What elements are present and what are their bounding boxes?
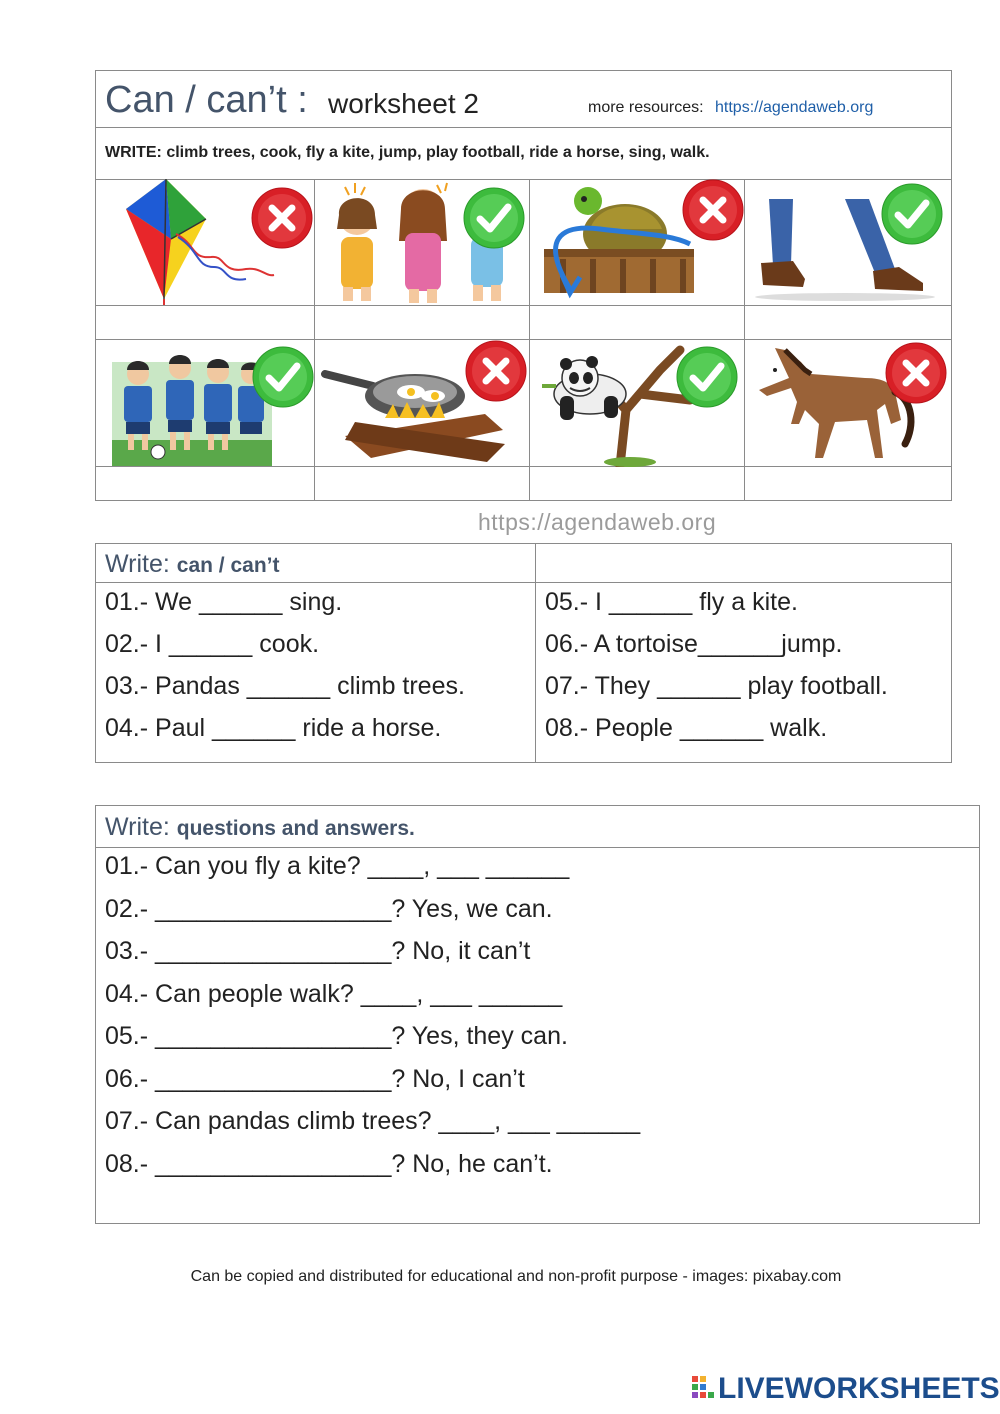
answer-box-4[interactable] [745,306,952,340]
resources-label: more resources: [588,99,704,116]
exercise-header [96,544,951,583]
questions-answers-exercise [95,805,980,1224]
cross-icon [885,342,947,404]
answer-box-6[interactable] [315,467,530,501]
exercise-line: 01.- Can you fly a kite? ____, ___ ______ [105,852,570,880]
picture-table [95,70,952,501]
write-bold: questions and answers. [176,817,415,840]
picture-cell-4 [745,179,952,306]
answer-box-8[interactable] [745,467,952,501]
picture-cell-6 [315,340,530,467]
answer-box-1[interactable] [96,306,315,340]
exercise-line: 07.- Can pandas climb trees? ____, ___ ______ [105,1107,641,1135]
cross-icon [465,340,527,402]
answer-box-3[interactable] [530,306,745,340]
picture-cell-1 [96,179,315,306]
picture-cell-7 [530,340,745,467]
check-icon [881,183,943,245]
picture-cell-8 [745,340,952,467]
worksheet-subtitle: worksheet 2 [328,88,479,119]
exercise-line: 08.- People ______ walk. [545,714,828,742]
exercise-line: 03.- _________________? No, it can’t [105,937,531,965]
brand-text: LIVEWORKSHEETS [718,1372,1000,1405]
column-divider [535,544,536,762]
exercise-heading [105,813,415,842]
liveworksheets-logo [692,1372,1000,1406]
write-label: Write: [105,813,170,841]
exercise-line: 04.- Can people walk? ____, ___ ______ [105,980,563,1008]
instruction-text: WRITE: climb trees, cook, fly a kite, jump, play football, ride a horse, sing, walk. [105,144,710,161]
exercise-heading [105,550,279,579]
exercise-line: 02.- _________________? Yes, we can. [105,895,553,923]
watermark-url: https://agendaweb.org [478,509,717,535]
resources-link[interactable]: https://agendaweb.org [715,99,874,116]
exercise-line: 07.- They ______ play football. [545,672,888,700]
exercise-line: 05.- _________________? Yes, they can. [105,1022,568,1050]
check-icon [463,187,525,249]
exercise-line: 05.- I ______ fly a kite. [545,588,798,616]
picture-cell-2 [315,179,530,306]
worksheet-title: Can / can’t : [105,79,308,121]
exercise-line: 06.- A tortoise______jump. [545,630,843,658]
copyright-note: Can be copied and distributed for educational and non-profit purpose - images: pixabay.com [190,1268,842,1285]
exercise-line: 03.- Pandas ______ climb trees. [105,672,465,700]
picture-cell-3 [530,179,745,306]
answer-box-7[interactable] [530,467,745,501]
exercise-line: 06.- _________________? No, I can’t [105,1065,525,1093]
check-icon [676,346,738,408]
answer-box-2[interactable] [315,306,530,340]
exercise-line: 08.- _________________? No, he can’t. [105,1150,553,1178]
answer-box-5[interactable] [96,467,315,501]
check-icon [252,346,314,408]
exercise-line: 02.- I ______ cook. [105,630,320,658]
cross-icon [251,187,313,249]
exercise-header [96,806,979,848]
cross-icon [682,179,744,241]
picture-cell-5 [96,340,315,467]
liveworksheets-logo-icon [692,1376,714,1402]
instruction-row [96,128,951,180]
write-label: Write: [105,550,170,578]
title-row [96,71,951,128]
exercise-line: 04.- Paul ______ ride a horse. [105,714,442,742]
exercise-line: 01.- We ______ sing. [105,588,343,616]
write-bold: can / can’t [176,554,280,577]
can-cant-exercise [95,543,952,763]
